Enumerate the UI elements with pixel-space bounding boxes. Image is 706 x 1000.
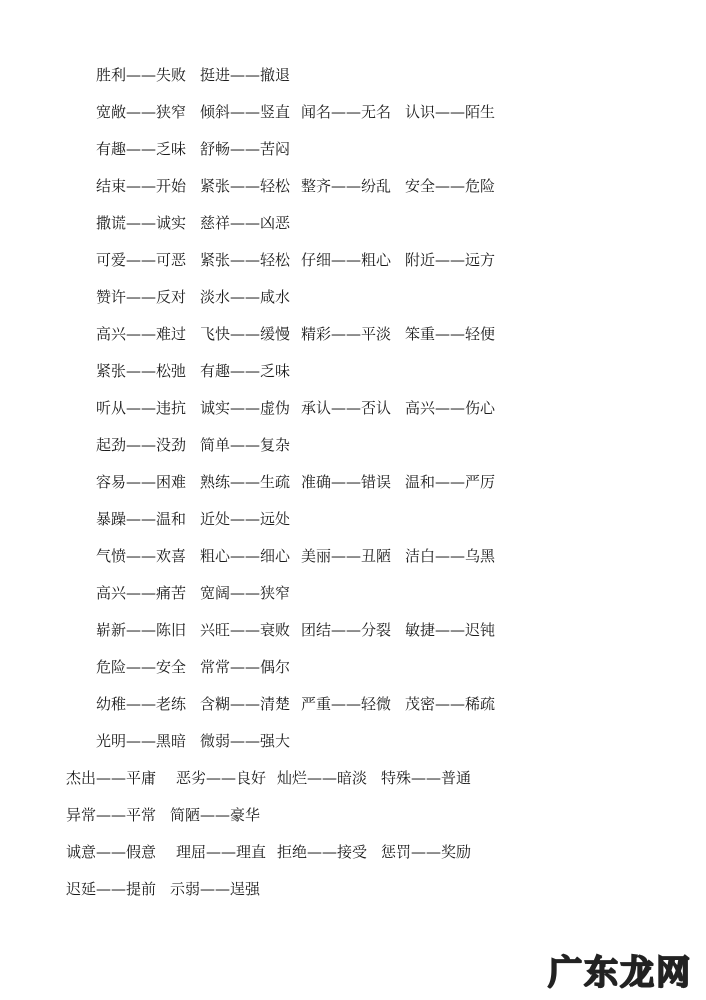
- antonym-line: [66, 803, 260, 827]
- antonym-pair: 危险——安全: [96, 658, 187, 676]
- antonym-pair: 简陋——豪华: [170, 806, 261, 824]
- antonym-line: [96, 507, 290, 531]
- antonym-pair: 诚实——虚伪: [200, 399, 291, 417]
- antonym-pair: 挺进——撤退: [200, 66, 291, 84]
- antonym-line: [96, 174, 495, 198]
- antonym-pair: 整齐——纷乱: [301, 177, 392, 195]
- antonym-line: [96, 433, 290, 457]
- antonym-pair: 有趣——乏味: [200, 362, 291, 380]
- antonym-line: [96, 211, 290, 235]
- antonym-line: [96, 359, 290, 383]
- antonym-pair: 灿烂——暗淡: [277, 769, 368, 787]
- antonym-pair: 宽敞——狭窄: [96, 103, 187, 121]
- antonym-pair: 撒谎——诚实: [96, 214, 187, 232]
- antonym-pair: 高兴——难过: [96, 325, 187, 343]
- antonym-pair: 仔细——粗心: [301, 251, 392, 269]
- watermark-logo: 广东龙网: [548, 953, 692, 993]
- antonym-line: [66, 877, 260, 901]
- antonym-line: [96, 322, 495, 346]
- antonym-line: [96, 470, 495, 494]
- antonym-pair: 温和——严厉: [405, 473, 496, 491]
- antonym-pair: 有趣——乏味: [96, 140, 187, 158]
- antonym-pair: 气愤——欢喜: [96, 547, 187, 565]
- antonym-pair: 暴躁——温和: [96, 510, 187, 528]
- antonym-pair: 听从——违抗: [96, 399, 187, 417]
- antonym-pair: 严重——轻微: [301, 695, 392, 713]
- antonym-pair: 光明——黑暗: [96, 732, 187, 750]
- antonym-pair: 慈祥——凶恶: [200, 214, 291, 232]
- antonym-pair: 诚意——假意: [66, 843, 157, 861]
- antonym-pair: 迟延——提前: [66, 880, 157, 898]
- antonym-pair: 倾斜——竖直: [200, 103, 291, 121]
- antonym-pair: 认识——陌生: [405, 103, 496, 121]
- antonym-pair: 起劲——没劲: [96, 436, 187, 454]
- antonym-pair: 高兴——痛苦: [96, 584, 187, 602]
- antonym-line: [96, 63, 290, 87]
- antonym-pair: 幼稚——老练: [96, 695, 187, 713]
- antonym-pair: 承认——否认: [301, 399, 392, 417]
- antonym-pair: 理屈——理直: [176, 843, 267, 861]
- antonym-pair: 附近——远方: [405, 251, 496, 269]
- antonym-pair: 紧张——松弛: [96, 362, 187, 380]
- antonym-pair: 粗心——细心: [200, 547, 291, 565]
- antonym-pair: 安全——危险: [405, 177, 496, 195]
- antonym-line: [96, 618, 495, 642]
- antonym-line: [96, 137, 290, 161]
- antonym-pair: 舒畅——苦闷: [200, 140, 291, 158]
- antonym-line: [66, 840, 471, 864]
- antonym-pair: 茂密——稀疏: [405, 695, 496, 713]
- antonym-pair: 杰出——平庸: [66, 769, 157, 787]
- antonym-pair: 美丽——丑陋: [301, 547, 392, 565]
- antonym-line: [96, 729, 290, 753]
- antonym-pair: 示弱——逞强: [170, 880, 261, 898]
- antonym-pair: 惩罚——奖励: [381, 843, 472, 861]
- antonym-pair: 异常——平常: [66, 806, 157, 824]
- antonym-line: [96, 655, 290, 679]
- antonym-line: [96, 581, 290, 605]
- antonym-line: [96, 396, 495, 420]
- antonym-pair: 常常——偶尔: [200, 658, 291, 676]
- antonym-pair: 高兴——伤心: [405, 399, 496, 417]
- antonym-pair: 敏捷——迟钝: [405, 621, 496, 639]
- antonym-pair: 紧张——轻松: [200, 251, 291, 269]
- antonym-pair: 笨重——轻便: [405, 325, 496, 343]
- antonym-pair: 赞许——反对: [96, 288, 187, 306]
- antonym-pair: 团结——分裂: [301, 621, 392, 639]
- antonym-pair: 拒绝——接受: [277, 843, 368, 861]
- antonym-pair: 熟练——生疏: [200, 473, 291, 491]
- antonym-pair: 闻名——无名: [301, 103, 392, 121]
- antonym-pair: 微弱——强大: [200, 732, 291, 750]
- antonym-pair: 容易——困难: [96, 473, 187, 491]
- antonym-line: [96, 285, 290, 309]
- antonym-line: [96, 100, 495, 124]
- antonym-pair: 可爱——可恶: [96, 251, 187, 269]
- antonym-pair: 飞快——缓慢: [200, 325, 291, 343]
- antonym-pair: 近处——远处: [200, 510, 291, 528]
- antonym-line: [96, 544, 495, 568]
- antonym-line: [66, 766, 471, 790]
- antonym-pair: 含糊——清楚: [200, 695, 291, 713]
- antonym-pair: 恶劣——良好: [176, 769, 267, 787]
- antonym-pair: 紧张——轻松: [200, 177, 291, 195]
- antonym-pair: 兴旺——衰败: [200, 621, 291, 639]
- antonym-pair: 特殊——普通: [381, 769, 472, 787]
- antonym-pair: 精彩——平淡: [301, 325, 392, 343]
- antonym-pair: 简单——复杂: [200, 436, 291, 454]
- antonym-pair: 淡水——咸水: [200, 288, 291, 306]
- antonym-pair: 结束——开始: [96, 177, 187, 195]
- antonym-pair: 宽阔——狭窄: [200, 584, 291, 602]
- antonym-pair: 洁白——乌黑: [405, 547, 496, 565]
- antonym-line: [96, 248, 495, 272]
- antonym-pair: 崭新——陈旧: [96, 621, 187, 639]
- antonym-pair: 胜利——失败: [96, 66, 187, 84]
- antonym-pair: 准确——错误: [301, 473, 392, 491]
- antonym-line: [96, 692, 495, 716]
